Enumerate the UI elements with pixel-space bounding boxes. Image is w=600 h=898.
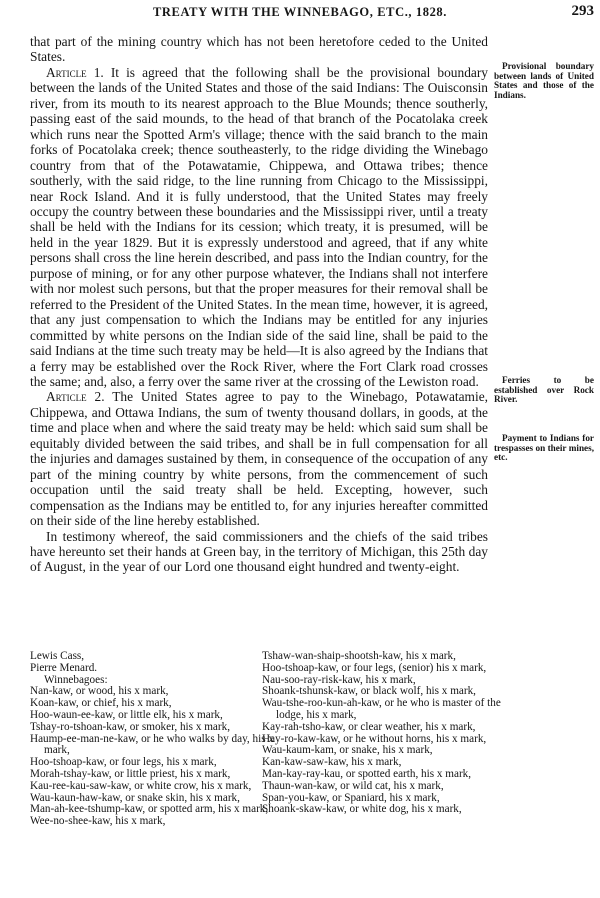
signatory: Kau-ree-kau-saw-kaw, or white crow, his x mark, (30, 779, 252, 792)
signatory: Hay-ro-kaw-kaw, or he without horns, his x mark, (262, 732, 487, 745)
signatory: Kay-rah-tsho-kaw, or clear weather, his x mark, (262, 720, 476, 733)
signatory: Span-you-kaw, or Spaniard, his x mark, (262, 791, 440, 804)
signatory: Tshay-ro-tshoan-kaw, or smoker, his x mark, (30, 720, 230, 733)
running-title: TREATY WITH THE WINNEBAGO, ETC., 1828. (152, 5, 448, 19)
signatory: Wau-kaum-kam, or snake, his x mark, (262, 744, 433, 757)
signatory: Pierre Menard. (30, 661, 98, 674)
signatory: Morah-tshay-kaw, or little priest, his x mark, (30, 767, 231, 780)
treaty-body (30, 34, 488, 575)
signatory: Wee-no-shee-kaw, his x mark, (30, 815, 166, 828)
signatory: Shoank-skaw-kaw, or white dog, his x mark, (262, 803, 462, 816)
signatory: Nan-kaw, or wood, his x mark, (30, 685, 169, 698)
tribe-heading: Winnebagoes: (44, 673, 108, 686)
signatory: Kan-kaw-saw-kaw, his x mark, (262, 756, 402, 769)
signatures-right-column (262, 651, 510, 816)
paragraph-testimony (30, 529, 488, 575)
signatory: Koan-kaw, or chief, his x mark, (30, 697, 172, 710)
paragraph-text: The United States agree to pay to the Winebago, Potawatamie, Chippewa, and Ottawa Indians, the sum of twenty thousand dollars, in goods, at the time and place when and where the said treaty may be held: which said sum shall be equitably divided between the said tribes, and shall be in full compensation for all the injuries and damages sustained by them, in consequence of the occupation of any part of the mining country by white persons, from the commencement of such occupation until the said treaty shall be held. Excepting, however, such compensation as the Indians may be entitled to, for any injuries hereafter committed on their side of the line hereby established. (30, 389, 488, 529)
paragraph-text: It is agreed that the following shall be the provisional boundary between the lands of the United States and those of the said Indians: The Ouisconsin river, from its mouth to its nearest approach to the Blue Mounds; thence southerly, passing east of the said mounds, to the head of that branch of the Pocatolaka creek which runs near the Spotted Arm's village; thence with the said branch to the main forks of Pocatolaka creek; thence southeasterly, to the ridge dividing the Winebago country from that of the Potawatamie, Chippewa, and Ottawa tribes; thence southerly, with the said ridge, to the line running from Chicago to the Mississippi, near Rock Island. And it is fully understood, that the United States may freely occupy the country between these boundaries and the Mississippi river, until a treaty shall be held with the Indians for its cession; which treaty, it is presumed, will be held in the year 1829. But it is expressly understood and agreed, that if any white persons shall cross the line herein described, and pass into the Indian country, for the purpose of mining, or for any other purpose whatever, the Indians shall not interfere with nor molest such persons, but that the proper measures for their removal shall be referred to the President of the United States. In the mean time, however, it is agreed, that any just compensation to which the Indians may be entitled for any injuries committed by white persons on the Indian side of the said line, shall be paid to the said Indians at the time such treaty may be held—It is also agreed by the Indians that a ferry may be established over the Rock River, where the Fort Clark road crosses the same; and, also, a ferry over the same river at the crossing of the Lewiston road. (30, 64, 488, 389)
article-heading: Article 2. (46, 389, 105, 405)
margin-note-payment: Payment to Indians for trespasses on their mines, etc. (494, 433, 594, 463)
signatory: Hoo-tshoap-kaw, or four legs, (senior) his x mark, (262, 661, 487, 674)
paragraph-text: that part of the mining country which has not been heretofore ceded to the United States. (30, 34, 488, 65)
signatory: Nau-soo-ray-risk-kaw, his x mark, (262, 673, 416, 686)
paragraph-article-1 (30, 65, 488, 390)
signatory: Wau-tshe-roo-kun-ah-kaw, or he who is master of the lodge, his x mark, (262, 697, 501, 721)
signatory: Hoo-tshoap-kaw, or four legs, his x mark, (30, 756, 217, 769)
signatory: Hoo-waun-ee-kaw, or little elk, his x mark, (30, 708, 223, 721)
signatory: Haump-ee-man-ne-kaw, or he who walks by day, his x mark, (30, 732, 274, 757)
signatory: Shoank-tshunsk-kaw, or black wolf, his x mark, (262, 685, 476, 698)
signatures-left-column (30, 651, 278, 828)
signatory: Man-kay-ray-kau, or spotted earth, his x mark, (262, 767, 472, 780)
signatory: Lewis Cass, (30, 650, 85, 662)
signatory: Man-ah-kee-tshump-kaw, or spotted arm, his x mark, (30, 803, 269, 816)
page-number: 293 (571, 3, 594, 19)
signatory: Tshaw-wan-shaip-shootsh-kaw, his x mark, (262, 650, 456, 662)
signatory: Thaun-wan-kaw, or wild cat, his x mark, (262, 779, 444, 792)
paragraph-continuation (30, 34, 488, 65)
signatory: Wau-kaun-haw-kaw, or snake skin, his x mark, (30, 791, 240, 804)
paragraph-text: In testimony whereof, the said commissioners and the chiefs of the said tribes have hereunto set their hands at Green bay, in the territory of Michigan, this 25th day of August, in the year of our Lord one thousand eight hundred and twenty-eight. (30, 528, 488, 575)
paragraph-article-2 (30, 389, 488, 528)
margin-note-boundary: Provisional boundary between lands of United States and those of the Indians. (494, 61, 594, 100)
article-heading: Article 1. (46, 64, 104, 80)
page-header (0, 3, 600, 23)
margin-note-ferries: Ferries to be established over Rock River. (494, 375, 594, 405)
